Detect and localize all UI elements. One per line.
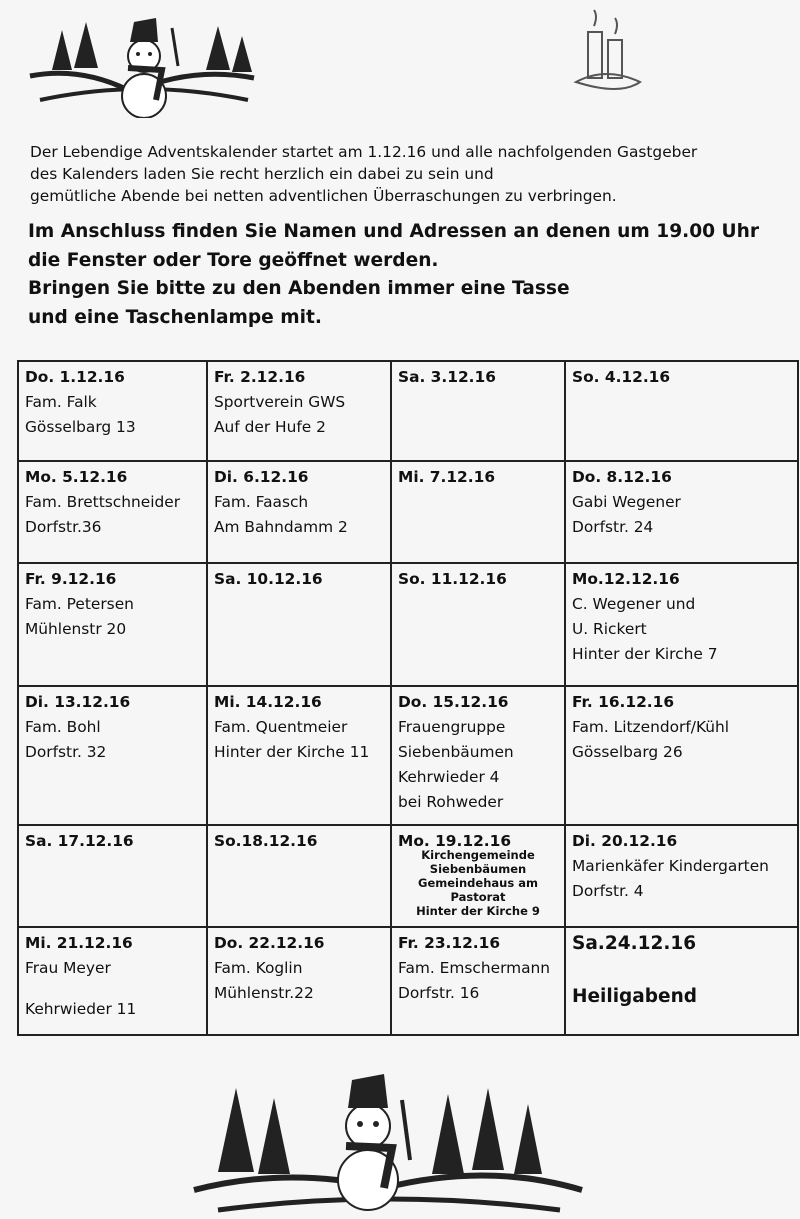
calendar-cell: [18, 361, 207, 461]
calendar-date: Do. 8.12.16: [572, 468, 672, 486]
calendar-date: Sa. 17.12.16: [25, 832, 134, 850]
calendar-cell: [207, 825, 391, 927]
calendar-cell: [565, 563, 798, 686]
calendar-row: [18, 825, 798, 927]
host-line: Frau Meyer: [25, 959, 111, 977]
calendar-date: Di. 20.12.16: [572, 832, 678, 850]
host-line: Heiligabend: [572, 986, 697, 1007]
calendar-cell: [391, 825, 565, 927]
calendar-cell: [565, 461, 798, 563]
host-line: Fam. Falk: [25, 393, 97, 411]
host-line: Mühlenstr.22: [214, 984, 314, 1002]
calendar-cell: [391, 686, 565, 825]
host-line: U. Rickert: [572, 620, 647, 638]
host-line: Siebenbäumen: [429, 862, 527, 876]
calendar-cell: [207, 461, 391, 563]
host-line: Fam. Bohl: [25, 718, 101, 736]
instruction-line: und eine Taschenlampe mit.: [28, 306, 322, 328]
host-line: Fam. Brettschneider: [25, 493, 181, 511]
calendar-cell: [207, 927, 391, 1035]
host-line: Gösselbarg 13: [25, 418, 136, 436]
calendar-row: [18, 361, 798, 461]
intro-line: gemütliche Abende bei netten adventlichen Überraschungen zu verbringen.: [30, 187, 617, 205]
host-line: Hinter der Kirche 9: [416, 904, 540, 918]
calendar-date: Sa. 3.12.16: [398, 368, 496, 386]
host-line: Fam. Koglin: [214, 959, 303, 977]
calendar-date: So. 4.12.16: [572, 368, 671, 386]
calendar-cell: [18, 825, 207, 927]
host-line: Siebenbäumen: [398, 743, 514, 761]
host-line: Marienkäfer Kindergarten: [572, 857, 769, 875]
calendar-date: Sa. 10.12.16: [214, 570, 323, 588]
calendar-date: Do. 15.12.16: [398, 693, 509, 711]
host-line: Dorfstr.36: [25, 518, 102, 536]
calendar-date: Do. 22.12.16: [214, 934, 325, 952]
calendar-row: [18, 461, 798, 563]
intro-line: Der Lebendige Adventskalender startet am 1.12.16 und alle nachfolgenden Gastgeber: [30, 143, 698, 161]
host-line: Gösselbarg 26: [572, 743, 683, 761]
calendar-cell: [565, 686, 798, 825]
host-line: Dorfstr. 4: [572, 882, 644, 900]
snowman-clipart-top: [22, 8, 262, 118]
calendar-date: Fr. 2.12.16: [214, 368, 306, 386]
instruction-line: Im Anschluss finden Sie Namen und Adressen an denen um 19.00 Uhr: [28, 221, 760, 242]
calendar-date: Do. 1.12.16: [25, 368, 125, 386]
calendar-date: Mi. 21.12.16: [25, 934, 133, 952]
host-line: Fam. Petersen: [25, 595, 134, 613]
host-line: Fam. Faasch: [214, 493, 309, 511]
host-line: Fam. Emschermann: [398, 959, 551, 977]
calendar-date: Mo. 5.12.16: [25, 468, 128, 486]
host-line: C. Wegener und: [572, 595, 696, 613]
advent-calendar-table: [17, 360, 799, 1036]
calendar-cell: [391, 927, 565, 1035]
instruction-line: Bringen Sie bitte zu den Abenden immer eine Tasse: [28, 278, 570, 299]
host-line: Hinter der Kirche 7: [572, 645, 718, 663]
calendar-date: Mo. 19.12.16: [398, 832, 512, 850]
host-line: Gabi Wegener: [572, 493, 681, 511]
calendar-cell: [391, 563, 565, 686]
calendar-date: Fr. 23.12.16: [398, 934, 501, 952]
calendar-date: So.18.12.16: [214, 832, 318, 850]
candle-clipart: [568, 4, 646, 100]
calendar-cell: [18, 563, 207, 686]
spacer: [25, 981, 200, 997]
calendar-row: [18, 927, 798, 1035]
host-line: Sportverein GWS: [214, 393, 346, 411]
calendar-date: So. 11.12.16: [398, 570, 507, 588]
calendar-date: Mi. 7.12.16: [398, 468, 496, 486]
spacer: [572, 956, 791, 984]
host-line: Kehrwieder 11: [25, 1000, 137, 1018]
calendar-cell: [565, 825, 798, 927]
calendar-cell: [391, 461, 565, 563]
calendar-row: [18, 563, 798, 686]
calendar-cell: [391, 361, 565, 461]
calendar-row: [18, 686, 798, 825]
calendar-date: Fr. 9.12.16: [25, 570, 117, 588]
host-line: Pastorat: [450, 890, 506, 904]
host-line: Kirchengemeinde: [421, 848, 535, 862]
calendar-cell: [207, 361, 391, 461]
calendar-date: Mo.12.12.16: [572, 570, 680, 588]
host-line: Frauengruppe: [398, 718, 506, 736]
calendar-date: Di. 13.12.16: [25, 693, 131, 711]
host-line: Hinter der Kirche 11: [214, 743, 370, 761]
host-line: Mühlenstr 20: [25, 620, 127, 638]
intro-paragraph: [30, 141, 780, 207]
host-line: Gemeindehaus am: [418, 876, 538, 890]
host-line: Fam. Litzendorf/Kühl: [572, 718, 730, 736]
snowman-clipart-bottom: [188, 1070, 588, 1216]
instruction-line: die Fenster oder Tore geöffnet werden.: [28, 249, 439, 271]
host-line: Dorfstr. 16: [398, 984, 480, 1002]
calendar-date: Sa.24.12.16: [572, 933, 697, 954]
calendar-cell: [18, 927, 207, 1035]
instructions: [28, 218, 788, 332]
calendar-cell: [565, 361, 798, 461]
host-line: Dorfstr. 24: [572, 518, 654, 536]
calendar-cell: [207, 686, 391, 825]
host-line: Fam. Quentmeier: [214, 718, 348, 736]
host-line: Kehrwieder 4: [398, 768, 500, 786]
host-line: Dorfstr. 32: [25, 743, 107, 761]
host-line: Auf der Hufe 2: [214, 418, 326, 436]
calendar-date: Fr. 16.12.16: [572, 693, 675, 711]
calendar-date: Mi. 14.12.16: [214, 693, 322, 711]
host-line: bei Rohweder: [398, 793, 504, 811]
calendar-cell: [207, 563, 391, 686]
calendar-date: Di. 6.12.16: [214, 468, 309, 486]
intro-line: des Kalenders laden Sie recht herzlich ein dabei zu sein und: [30, 165, 494, 183]
calendar-cell: [18, 686, 207, 825]
calendar-cell: [18, 461, 207, 563]
host-line: Am Bahndamm 2: [214, 518, 348, 536]
calendar-cell: [565, 927, 798, 1035]
